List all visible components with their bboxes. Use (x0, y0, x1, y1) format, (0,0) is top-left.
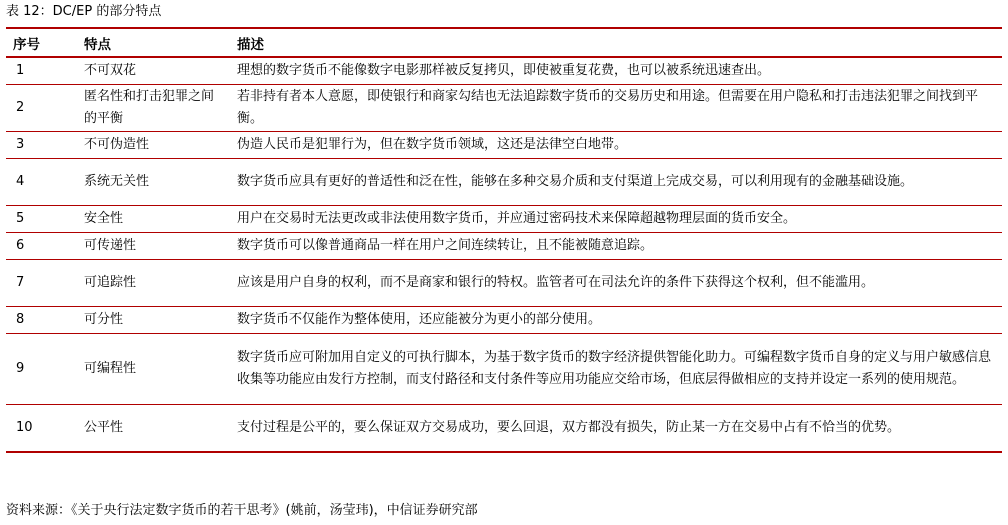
row-feature: 可传递性 (77, 233, 229, 260)
table-row (6, 159, 1002, 206)
row-description: 若非持有者本人意愿，即使银行和商家勾结也无法追踪数字货币的交易历史和用途。但需要在用户隐私和打击违法犯罪之间找到平衡。 (229, 85, 1002, 132)
header-row (6, 28, 1002, 57)
row-description: 数字货币可以像普通商品一样在用户之间连续转让，且不能被随意追踪。 (229, 233, 1002, 260)
table-row (6, 206, 1002, 233)
table-row (6, 334, 1002, 405)
row-index: 5 (6, 206, 77, 233)
table-row (6, 85, 1002, 132)
row-index: 6 (6, 233, 77, 260)
feature-table (6, 27, 1002, 453)
row-feature: 安全性 (77, 206, 229, 233)
row-feature: 系统无关性 (77, 159, 229, 206)
row-feature: 不可伪造性 (77, 132, 229, 159)
row-description: 支付过程是公平的，要么保证双方交易成功，要么回退，双方都没有损失，防止某一方在交易中占有不恰当的优势。 (229, 405, 1002, 453)
table-row (6, 260, 1002, 307)
table-row (6, 233, 1002, 260)
row-index: 3 (6, 132, 77, 159)
table-row (6, 132, 1002, 159)
header-index: 序号 (6, 28, 77, 57)
row-description: 应该是用户自身的权利，而不是商家和银行的特权。监管者可在司法允许的条件下获得这个权利，但不能滥用。 (229, 260, 1002, 307)
row-feature: 可追踪性 (77, 260, 229, 307)
row-description: 伪造人民币是犯罪行为，但在数字货币领域，这还是法律空白地带。 (229, 132, 1002, 159)
row-feature: 公平性 (77, 405, 229, 453)
row-description: 数字货币应可附加用自定义的可执行脚本，为基于数字货币的数字经济提供智能化助力。可编程数字货币自身的定义与用户敏感信息收集等功能应由发行方控制，而支付路径和支付条件等应用功能应交给市场，但底层得做相应的支持并设定一系列的使用规范。 (229, 334, 1002, 405)
table-row (6, 57, 1002, 85)
row-feature: 可分性 (77, 307, 229, 334)
row-index: 9 (6, 334, 77, 405)
row-description: 理想的数字货币不能像数字电影那样被反复拷贝，即使被重复花费，也可以被系统迅速查出。 (229, 57, 1002, 85)
row-index: 7 (6, 260, 77, 307)
row-index: 2 (6, 85, 77, 132)
header-description: 描述 (229, 28, 1002, 57)
row-feature: 可编程性 (77, 334, 229, 405)
row-feature: 匿名性和打击犯罪之间的平衡 (77, 85, 229, 132)
row-index: 4 (6, 159, 77, 206)
row-index: 10 (6, 405, 77, 453)
header-feature: 特点 (77, 28, 229, 57)
source-note: 资料来源：《关于央行法定数字货币的若干思考》(姚前，汤莹玮)，中信证券研究部 (6, 503, 478, 518)
row-index: 1 (6, 57, 77, 85)
table-row (6, 405, 1002, 453)
row-description: 用户在交易时无法更改或非法使用数字货币，并应通过密码技术来保障超越物理层面的货币安全。 (229, 206, 1002, 233)
row-index: 8 (6, 307, 77, 334)
row-feature: 不可双花 (77, 57, 229, 85)
table-caption: 表 12：DC/EP 的部分特点 (6, 4, 162, 19)
row-description: 数字货币不仅能作为整体使用，还应能被分为更小的部分使用。 (229, 307, 1002, 334)
table-row (6, 307, 1002, 334)
row-description: 数字货币应具有更好的普适性和泛在性，能够在多种交易介质和支付渠道上完成交易，可以利用现有的金融基础设施。 (229, 159, 1002, 206)
